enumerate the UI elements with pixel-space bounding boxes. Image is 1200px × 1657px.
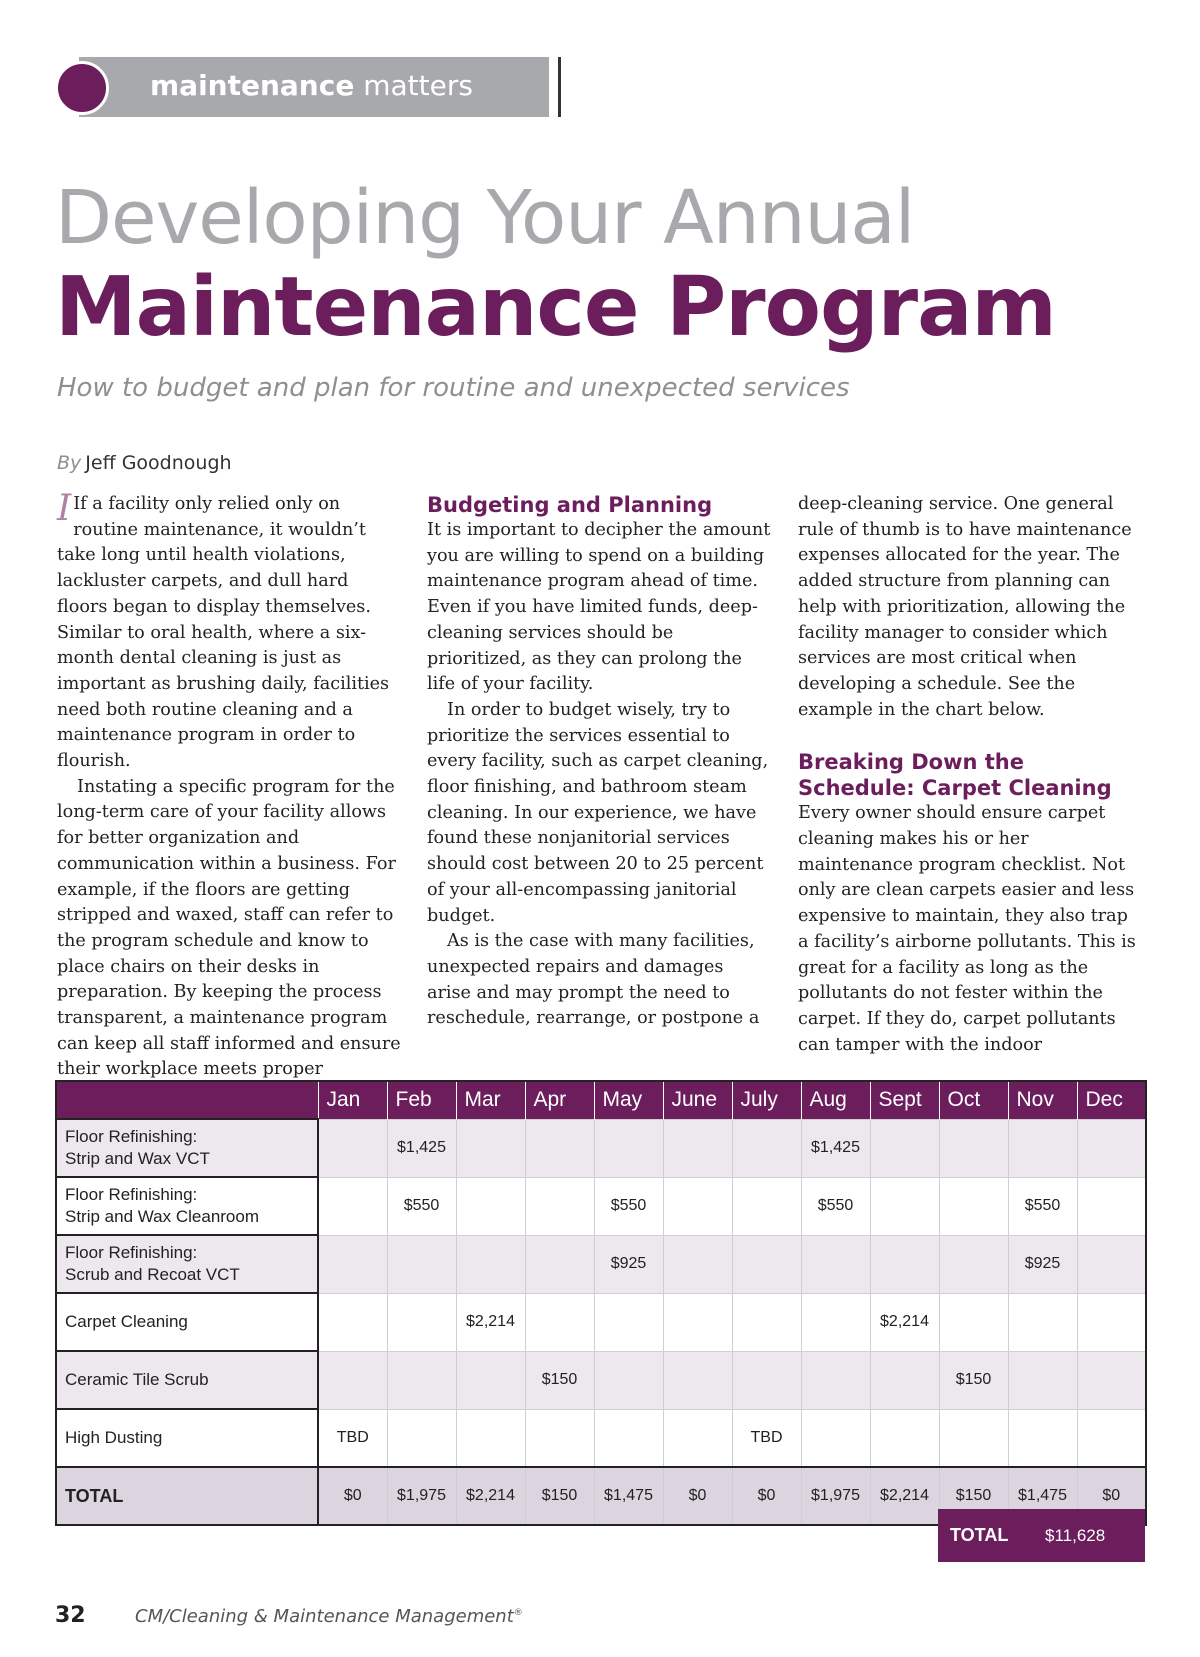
table-header-row (56, 1081, 1146, 1119)
table-cell: $925 (1008, 1235, 1077, 1293)
table-cell (939, 1177, 1008, 1235)
row-label-line: Floor Refinishing: (65, 1243, 198, 1262)
table-cell (318, 1293, 387, 1351)
table-cell (387, 1235, 456, 1293)
section-banner (55, 57, 505, 117)
dropcap-mark: I (57, 488, 72, 529)
table-cell (663, 1119, 732, 1177)
table-cell (663, 1351, 732, 1409)
table-cell: $925 (594, 1235, 663, 1293)
table-cell (663, 1177, 732, 1235)
row-label (56, 1409, 318, 1467)
grand-total-box (938, 1509, 1145, 1562)
total-cell: $0 (1077, 1467, 1146, 1525)
total-cell: $1,975 (387, 1467, 456, 1525)
table-cell (801, 1293, 870, 1351)
paragraph: Every owner should ensure carpet cleaning makes his or her maintenance program checklist. Not only are clean carpets easier and less expensive to maintain, they also trap a facility’s airborne pollutants. This is great for a facility as long as the pollutants do not fester within the carpet. If they do, carpet pollutants can tamper with the indoor (798, 803, 1136, 1055)
table-cell: $2,214 (870, 1293, 939, 1351)
table-cell: $550 (387, 1177, 456, 1235)
section-heading-schedule: Breaking Down the Schedule: Carpet Cleaning (798, 750, 1112, 801)
table-cell (732, 1119, 801, 1177)
row-label-line: Ceramic Tile Scrub (65, 1370, 209, 1389)
table-cell (456, 1351, 525, 1409)
table-cell (456, 1177, 525, 1235)
table-cell (939, 1409, 1008, 1467)
table-cell (387, 1409, 456, 1467)
table-cell (1077, 1177, 1146, 1235)
total-cell: $1,475 (1008, 1467, 1077, 1525)
table-cell (939, 1293, 1008, 1351)
total-cell: $0 (732, 1467, 801, 1525)
row-label-line: Floor Refinishing: (65, 1127, 198, 1146)
row-label-line: Carpet Cleaning (65, 1312, 188, 1331)
table-cell (939, 1119, 1008, 1177)
table-cell: $150 (939, 1351, 1008, 1409)
paragraph: It is important to decipher the amount you are willing to spend on a building maintenance program ahead of time. Even if you have limited funds, deep-cleaning services should be prioritized, as they can prolong the life of your facility. (427, 520, 771, 695)
table-cell (387, 1351, 456, 1409)
paragraph: deep-cleaning service. One general rule of thumb is to have maintenance expenses allocated for the year. The added structure from planning can help with prioritization, allowing the facility manager to consider which services are most critical when developing a schedule. See the example in the chart below. (798, 494, 1132, 720)
table-cell (1077, 1235, 1146, 1293)
section-label (150, 69, 473, 102)
table-cell (594, 1293, 663, 1351)
row-label (56, 1293, 318, 1351)
author-name: Jeff Goodnough (85, 452, 232, 474)
publication-title: CM/Cleaning & Maintenance Management (135, 1606, 514, 1627)
table-cell (594, 1351, 663, 1409)
table-cell (387, 1293, 456, 1351)
table-cell (870, 1351, 939, 1409)
article-title-line1: Developing Your Annual (55, 175, 915, 261)
byline (57, 452, 232, 474)
table-row (56, 1409, 1146, 1467)
month-header: Apr (525, 1081, 594, 1119)
article-column-2 (427, 492, 772, 1032)
table-row (56, 1293, 1146, 1351)
table-cell (939, 1235, 1008, 1293)
table-cell (525, 1235, 594, 1293)
total-cell: $150 (525, 1467, 594, 1525)
paragraph: As is the case with many facilities, unexpected repairs and damages arise and may prompt the need to reschedule, rearrange, or postpone a (427, 931, 760, 1029)
table-cell (663, 1409, 732, 1467)
grand-total-label: TOTAL (950, 1525, 1009, 1545)
table-cell (663, 1235, 732, 1293)
registered-mark: ® (513, 1608, 523, 1618)
table-cell (801, 1235, 870, 1293)
table-cell: TBD (732, 1409, 801, 1467)
table-cell (1077, 1351, 1146, 1409)
table-cell (318, 1351, 387, 1409)
total-cell: $1,975 (801, 1467, 870, 1525)
table-row (56, 1351, 1146, 1409)
paragraph (57, 488, 402, 775)
maintenance-schedule-table (55, 1080, 1147, 1526)
publication-name (135, 1606, 523, 1627)
table-cell: $550 (801, 1177, 870, 1235)
month-header: Dec (1077, 1081, 1146, 1119)
table-cell (801, 1409, 870, 1467)
table-cell: TBD (318, 1409, 387, 1467)
month-header: Nov (1008, 1081, 1077, 1119)
table-body (56, 1119, 1146, 1525)
table-cell (1008, 1409, 1077, 1467)
section-heading-budgeting: Budgeting and Planning (427, 493, 713, 517)
table-cell: $2,214 (456, 1293, 525, 1351)
section-label-bold: maintenance (150, 69, 355, 102)
table-cell (525, 1293, 594, 1351)
table-cell (663, 1293, 732, 1351)
table-cell (318, 1235, 387, 1293)
table-cell (801, 1351, 870, 1409)
table-cell (318, 1119, 387, 1177)
month-header: Aug (801, 1081, 870, 1119)
table-cell (870, 1409, 939, 1467)
table-row (56, 1235, 1146, 1293)
month-header: June (663, 1081, 732, 1119)
table-cell (870, 1119, 939, 1177)
table-cell (1077, 1119, 1146, 1177)
paragraph: In order to budget wisely, try to prioritize the services essential to every facility, such as carpet cleaning, floor finishing, and bathroom steam cleaning. In our experience, we have found these nonjanitorial services should cost between 20 to 25 percent of your all-encompassing janitorial budget. (427, 699, 769, 926)
table-cell (318, 1177, 387, 1235)
article-title-line2: Maintenance Program (55, 260, 1056, 355)
table-cell (456, 1235, 525, 1293)
grand-total-value: $11,628 (1045, 1525, 1106, 1545)
total-cell: $2,214 (870, 1467, 939, 1525)
month-header: Mar (456, 1081, 525, 1119)
month-header: Jan (318, 1081, 387, 1119)
row-label-line: Floor Refinishing: (65, 1185, 198, 1204)
row-label (56, 1119, 318, 1177)
paragraph-text: If a facility only relied only on routine maintenance, it wouldn’t take long until health violations, lackluster carpets, and dull hard floors began to display themselves. Similar to oral health, where a six-month dental cleaning is just as important as brushing daily, facilities need both routine cleaning and a maintenance program in order to flourish. (57, 494, 390, 772)
row-label (56, 1235, 318, 1293)
table-cell (525, 1119, 594, 1177)
total-cell: $0 (318, 1467, 387, 1525)
table-cell (1008, 1119, 1077, 1177)
row-label (56, 1351, 318, 1409)
table-cell (456, 1409, 525, 1467)
total-cell: $1,475 (594, 1467, 663, 1525)
table-cell: $1,425 (801, 1119, 870, 1177)
banner-circle-icon (55, 61, 109, 115)
table-cell (870, 1235, 939, 1293)
table-cell (732, 1351, 801, 1409)
table-cell (870, 1177, 939, 1235)
table-cell (525, 1177, 594, 1235)
table-cell (1077, 1409, 1146, 1467)
row-label-line: Strip and Wax Cleanroom (65, 1207, 260, 1226)
total-cell: $2,214 (456, 1467, 525, 1525)
table-cell: $1,425 (387, 1119, 456, 1177)
table-cell (456, 1119, 525, 1177)
table-cell (525, 1409, 594, 1467)
article-column-1 (57, 488, 402, 1109)
table-cell (1008, 1351, 1077, 1409)
row-label (56, 1177, 318, 1235)
table-cell (732, 1293, 801, 1351)
row-label-line: Scrub and Recoat VCT (65, 1265, 240, 1284)
table-cell: $550 (1008, 1177, 1077, 1235)
article-subtitle: How to budget and plan for routine and unexpected services (57, 373, 850, 403)
month-header: July (732, 1081, 801, 1119)
row-label-line: Strip and Wax VCT (65, 1149, 210, 1168)
table-row (56, 1177, 1146, 1235)
month-header: Sept (870, 1081, 939, 1119)
byline-prefix: By (57, 452, 82, 474)
section-label-light: matters (363, 69, 473, 102)
table-row (56, 1119, 1146, 1177)
row-label-line: High Dusting (65, 1428, 163, 1447)
banner-divider (558, 57, 561, 117)
table-cell (732, 1235, 801, 1293)
table-cell (594, 1409, 663, 1467)
article-column-3 (798, 492, 1143, 1058)
page-number: 32 (55, 1603, 86, 1628)
month-header: May (594, 1081, 663, 1119)
month-header: Oct (939, 1081, 1008, 1119)
table-cell: $550 (594, 1177, 663, 1235)
table-cell (1008, 1293, 1077, 1351)
table-cell: $150 (525, 1351, 594, 1409)
header-blank-cell (56, 1081, 318, 1119)
table-cell (732, 1177, 801, 1235)
month-header: Feb (387, 1081, 456, 1119)
total-label: TOTAL (56, 1467, 318, 1525)
total-cell: $0 (663, 1467, 732, 1525)
table-cell (1077, 1293, 1146, 1351)
paragraph: Instating a specific program for the long-term care of your facility allows for better organization and communication within a business. For example, if the floors are getting stripped and waxed, staff can refer to the program schedule and know to place chairs on their desks in preparation. By keeping the process transparent, a maintenance program can keep all staff informed and ensure their workplace meets proper (57, 776, 401, 1080)
total-cell: $150 (939, 1467, 1008, 1525)
table-cell (594, 1119, 663, 1177)
